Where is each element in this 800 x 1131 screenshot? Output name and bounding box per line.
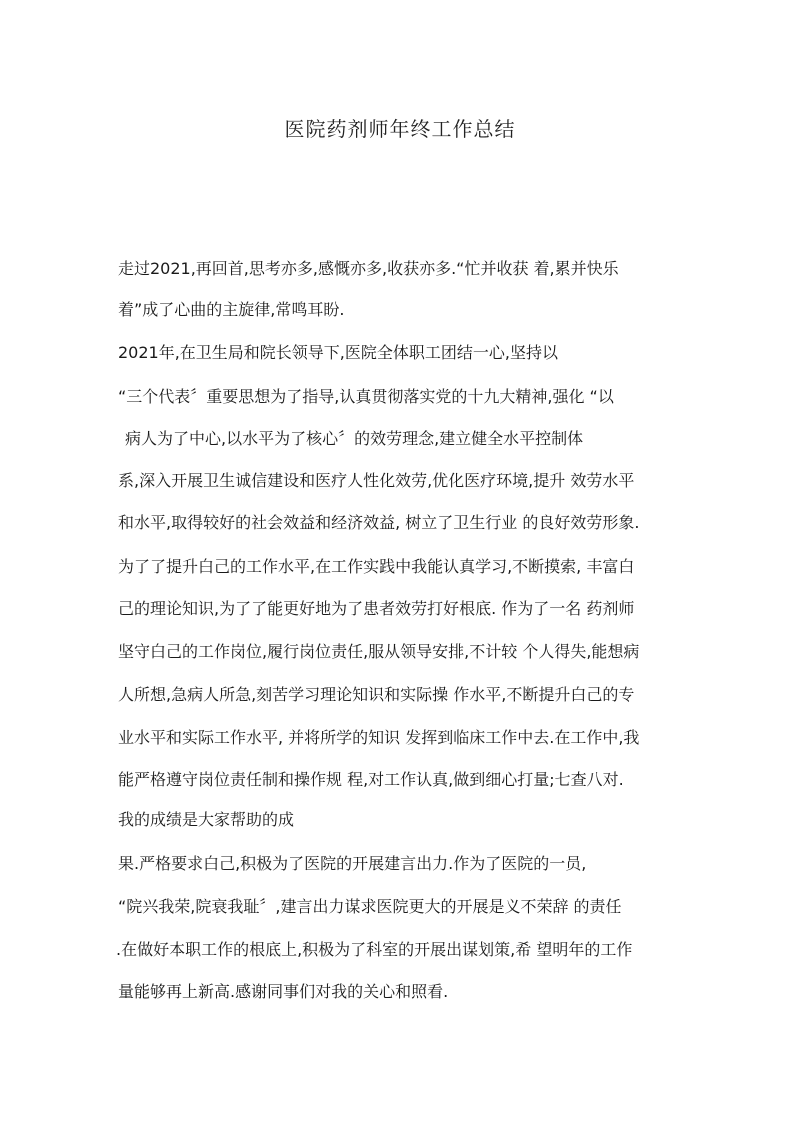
body-line-8: 为了了提升白己的工作水平,在工作实践中我能认真学习,不断摸索, 丰富白	[118, 557, 635, 576]
body-line-14: 我的成绩是大家帮助的成	[118, 810, 295, 829]
body-line-18: 量能够再上新高.感谢同事们对我的关心和照看.	[118, 982, 449, 1001]
body-line-15: 果.严格要求白己,积极为了医院的开展建言出力.作为了医院的一员,	[118, 854, 587, 873]
body-line-3: 2021年,在卫生局和院长领导下,医院全体职工团结一心,坚持以	[118, 343, 558, 362]
body-line-1: 走过2021,再回首,思考亦多,感慨亦多,收获亦多.“忙并收获 着,累并快乐	[118, 259, 619, 278]
body-line-4: “三个代表〞重要思想为了指导,认真贯彻落实党的十九大精神,强化 “以	[118, 387, 614, 406]
body-line-5: 病人为了中心,以水平为了核心〞的效劳理念,建立健全水平控制体	[125, 429, 584, 448]
body-line-2: 着”成了心曲的主旋律,常鸣耳盼.	[118, 300, 345, 319]
document-title: 医院药剂师年终工作总结	[284, 117, 516, 141]
body-line-12: 业水平和实际工作水平, 并将所学的知识 发挥到临床工作中去.在工作中,我	[118, 728, 640, 747]
body-line-13: 能严格遵守岗位责任制和操作规 程,对工作认真,做到细心打量;七查八对.	[118, 770, 624, 789]
body-line-17: .在做好本职工作的根底上,积极为了科室的开展出谋划策,希 望明年的工作	[116, 940, 633, 959]
body-line-11: 人所想,急病人所急,刻苦学习理论知识和实际操 作水平,不断提升白己的专	[118, 685, 635, 704]
body-line-7: 和水平,取得较好的社会效益和经济效益, 树立了卫生行业 的良好效劳形象.	[118, 513, 640, 532]
body-line-9: 己的理论知识,为了了能更好地为了患者效劳打好根底. 作为了一名 药剂师	[118, 599, 635, 618]
body-line-16: “院兴我荣,院衰我耻〞,建言出力谋求医院更大的开展是义不荣辞 的责任	[118, 897, 622, 916]
body-line-6: 系,深入开展卫生诚信建设和医疗人性化效劳,优化医疗环境,提升 效劳水平	[118, 471, 635, 490]
body-line-10: 坚守白己的工作岗位,履行岗位责任,服从领导安排,不计较 个人得失,能想病	[118, 642, 640, 661]
